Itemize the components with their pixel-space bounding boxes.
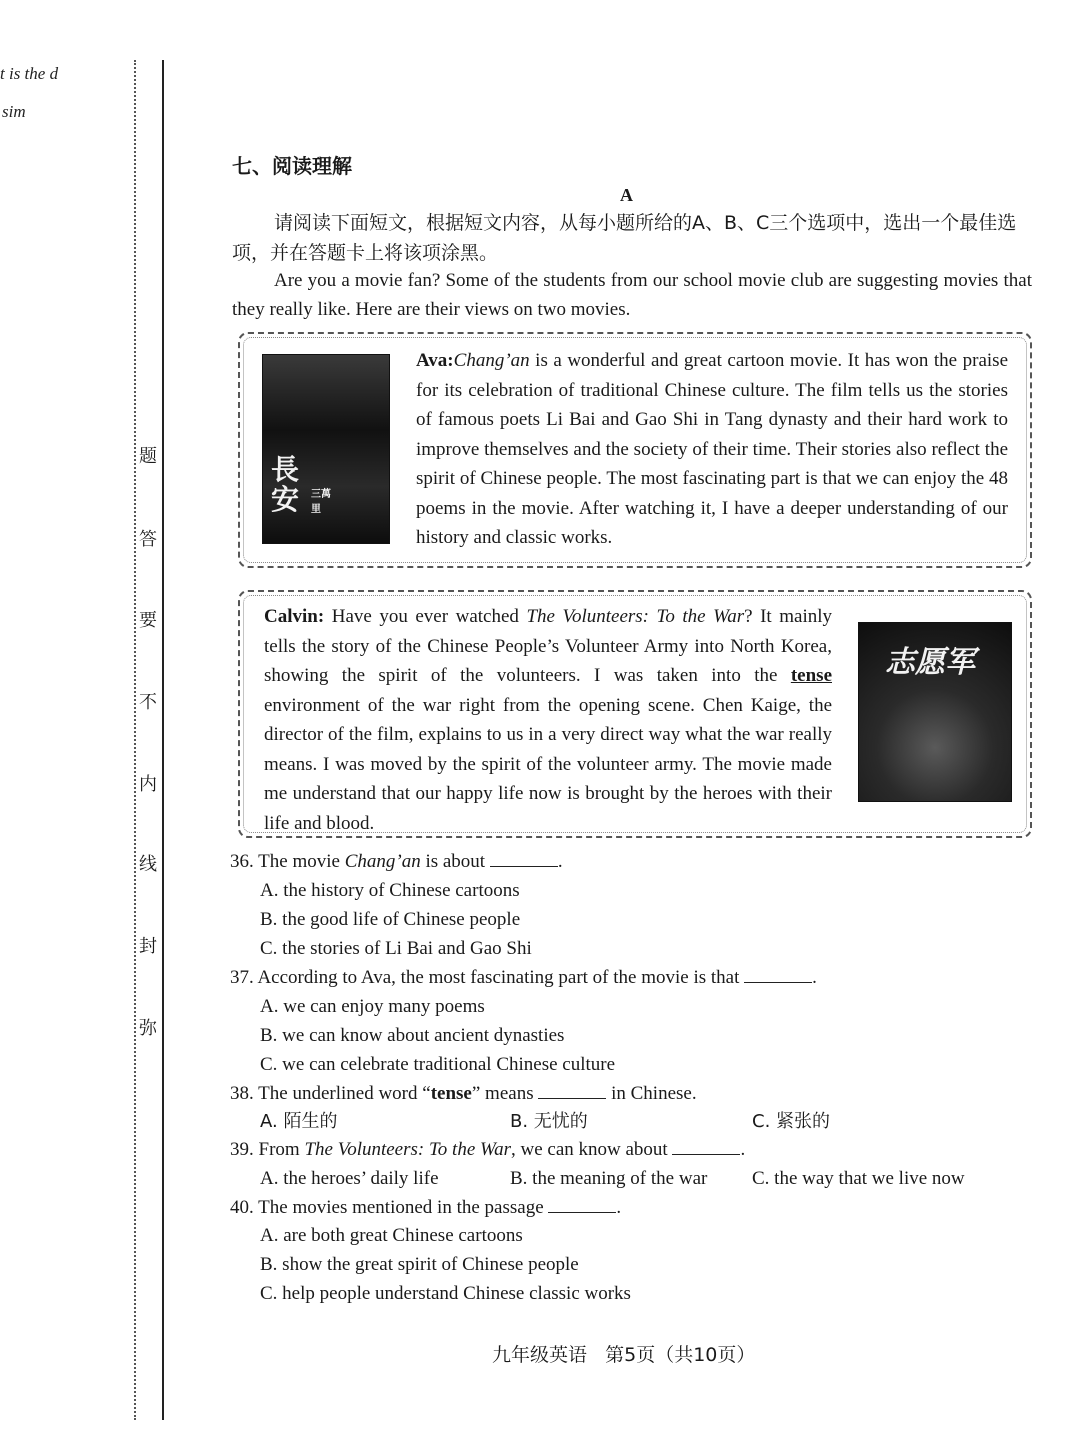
q38-text-pre: The underlined word “	[258, 1083, 431, 1104]
q38-blank	[538, 1080, 606, 1099]
question-39: 39. From The Volunteers: To the War, we can know about .	[230, 1136, 745, 1164]
q37-number: 37.	[230, 967, 254, 988]
margin-char: 封	[139, 936, 157, 957]
q37-option-c: C. we can celebrate traditional Chinese culture	[260, 1054, 616, 1075]
margin-char: 不	[139, 692, 157, 713]
q40-option-c: C. help people understand Chinese classic works	[260, 1283, 631, 1304]
q39-text-pre: From	[258, 1139, 305, 1160]
changan-title: Chang’an	[453, 350, 530, 371]
q39-title: The Volunteers: To the War	[304, 1139, 511, 1160]
edge-text-2: sim	[2, 102, 26, 121]
q36-option-a: A. the history of Chinese cartoons	[260, 880, 520, 901]
q40-option-b: B. show the great spirit of Chinese people	[260, 1254, 579, 1275]
calvin-review-box	[238, 590, 1032, 838]
instructions: 请阅读下面短文，根据短文内容，从每小题所给的A、B、C三个选项中，选出一个最佳选项，并在答题卡上将该项涂黑。	[232, 212, 1017, 264]
q39-blank	[672, 1136, 740, 1155]
question-38	[230, 1080, 697, 1108]
q36-blank	[490, 848, 558, 867]
q38-option-b: B. 无忧的	[510, 1111, 588, 1132]
q39-option-c: C. the way that we live now	[752, 1168, 965, 1189]
calvin-name: Calvin:	[264, 606, 325, 627]
changan-poster-title: 長安	[271, 453, 300, 516]
ava-text: is a wonderful and great cartoon movie. It has won the praise for its celebration of traditional Chinese culture. The film tells us the stories of famous poets Li Bai and Gao Shi in Tang dynasty and their hard work to improve themselves and the society of their time. Their stories also reflect the spirit of Chinese people. The most fascinating part is that we can enjoy the 48 poems in the movie. After watching it, I have a deeper understanding of our history and classic works.	[416, 350, 1008, 548]
q36-number: 36.	[230, 851, 254, 872]
intro-paragraph: Are you a movie fan? Some of the students from our school movie club are suggesting movies that they really like. Here are their views on two movies.	[232, 270, 1032, 320]
q37-option-b: B. we can know about ancient dynasties	[260, 1025, 565, 1046]
q38-text-post: ” means	[471, 1083, 534, 1104]
ava-review-box	[238, 332, 1032, 568]
underlined-word-tense: tense	[790, 665, 832, 686]
binding-dotted-line	[134, 60, 136, 1420]
q38-text-tail: in Chinese.	[611, 1083, 697, 1104]
q36-text-post: is about	[420, 851, 486, 872]
binding-solid-line	[162, 60, 164, 1420]
q36-option-c: C. the stories of Li Bai and Gao Shi	[260, 938, 532, 959]
calvin-text-post: environment of the war right from the opening scene. Chen Kaige, the director of the film, explains to us in a very direct way what the war really means. I was moved by the spirit of the volunteer army. The movie made me understand that our happy life now is brought by the heroes with their life and blood.	[264, 694, 832, 834]
volunteers-title: The Volunteers: To the War	[526, 606, 745, 627]
q36-option-b: B. the good life of Chinese people	[260, 909, 521, 930]
question-36: 36. The movie Chang’an is about .	[230, 848, 563, 876]
q40-text: The movies mentioned in the passage	[258, 1197, 544, 1218]
q37-option-a: A. we can enjoy many poems	[260, 996, 485, 1017]
q38-word: tense	[430, 1083, 472, 1104]
edge-text-1: t is the d	[0, 64, 59, 83]
ava-review	[416, 346, 1008, 553]
section-title: 七、阅读理解	[232, 154, 352, 178]
margin-char: 线	[139, 854, 157, 875]
part-label: A	[620, 185, 633, 205]
q36-text-pre: The movie	[258, 851, 345, 872]
q39-text-post: , we can know about	[511, 1139, 668, 1160]
q37-blank	[744, 964, 812, 983]
volunteers-poster	[858, 622, 1012, 802]
margin-char: 要	[139, 610, 157, 631]
volunteers-poster-title: 志愿军	[885, 645, 975, 680]
q38-number: 38.	[230, 1083, 254, 1104]
page-footer: 九年级英语 第5页（共10页）	[492, 1344, 756, 1366]
margin-char: 题	[139, 446, 157, 467]
margin-char: 弥	[139, 1018, 157, 1039]
q39-number: 39.	[230, 1139, 254, 1160]
ava-name: Ava:	[416, 350, 454, 371]
q38-option-a: A. 陌生的	[260, 1111, 338, 1132]
q38-option-c: C. 紧张的	[752, 1111, 831, 1132]
changan-poster-subtitle: 三萬里	[311, 489, 331, 515]
q40-option-a: A. are both great Chinese cartoons	[260, 1225, 523, 1246]
q39-option-b: B. the meaning of the war	[510, 1168, 708, 1189]
q39-option-a: A. the heroes’ daily life	[260, 1168, 439, 1189]
q40-blank	[548, 1194, 616, 1213]
calvin-text-pre: Have you ever watched	[324, 606, 527, 627]
margin-char: 答	[139, 529, 157, 550]
calvin-review	[264, 602, 832, 838]
question-37: 37. According to Ava, the most fascinating part of the movie is that .	[230, 964, 817, 992]
q40-number: 40.	[230, 1197, 254, 1218]
q36-title: Chang’an	[344, 851, 421, 872]
q37-text: According to Ava, the most fascinating part of the movie is that	[257, 967, 740, 988]
margin-char: 内	[139, 774, 157, 795]
calvin-text-mid: ? It mainly tells the story of the Chinese People’s Volunteer Army into North Korea, showing the spirit of the volunteers. I was taken into the	[264, 606, 832, 686]
changan-poster	[262, 354, 390, 544]
question-40: 40. The movies mentioned in the passage .	[230, 1194, 621, 1222]
